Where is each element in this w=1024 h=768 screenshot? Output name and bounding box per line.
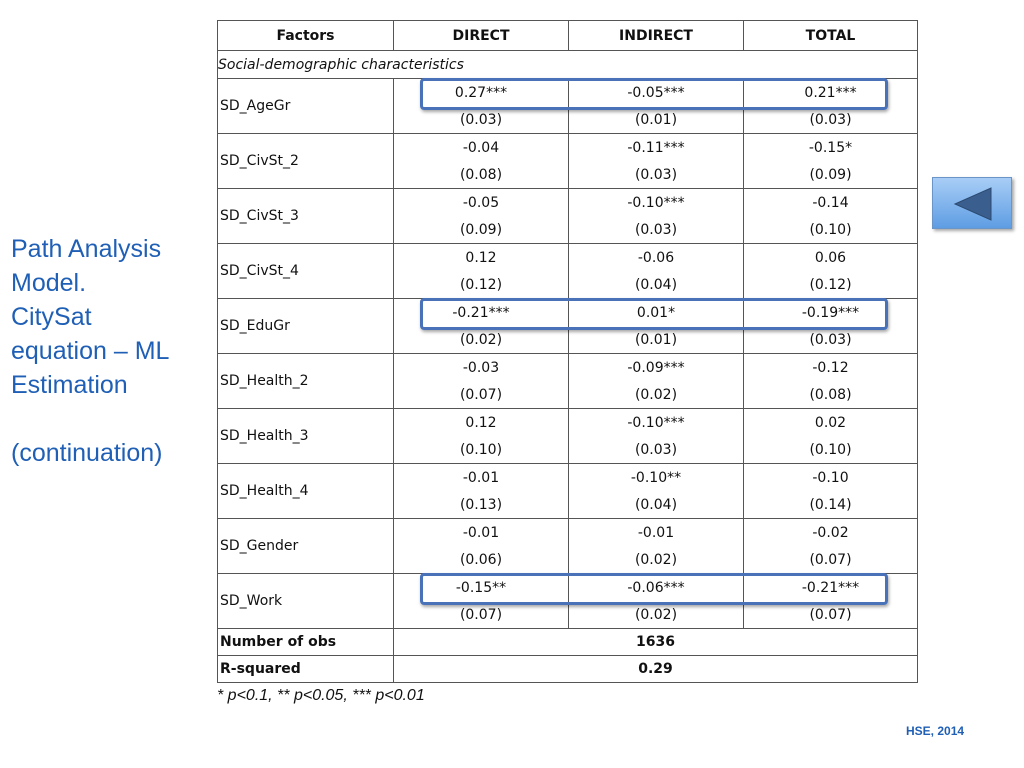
coef-cell: -0.12 [744, 354, 918, 382]
table-row-coef [218, 189, 918, 217]
se-cell: (0.03) [744, 106, 918, 134]
factor-name: SD_Gender [218, 519, 394, 574]
coef-cell: -0.19*** [744, 299, 918, 327]
header-row [218, 21, 918, 51]
coef-cell: 0.27*** [394, 79, 569, 107]
header-indirect: INDIRECT [569, 21, 744, 51]
coef-cell: -0.09*** [569, 354, 744, 382]
coef-cell: -0.11*** [569, 134, 744, 162]
section-row [218, 51, 918, 79]
summary-row [218, 629, 918, 656]
se-cell: (0.03) [394, 106, 569, 134]
se-cell: (0.07) [394, 381, 569, 409]
factor-name: SD_CivSt_4 [218, 244, 394, 299]
table-row-coef [218, 409, 918, 437]
se-cell: (0.02) [569, 546, 744, 574]
coef-cell: -0.06 [569, 244, 744, 272]
se-cell: (0.07) [394, 601, 569, 629]
coef-cell: -0.14 [744, 189, 918, 217]
se-cell: (0.10) [744, 436, 918, 464]
coef-cell: -0.10 [744, 464, 918, 492]
se-cell: (0.07) [744, 546, 918, 574]
se-cell: (0.03) [569, 436, 744, 464]
coef-cell: -0.21*** [744, 574, 918, 602]
se-cell: (0.03) [569, 161, 744, 189]
title-line-5: Estimation [11, 371, 128, 399]
back-arrow-icon [933, 178, 1013, 230]
summary-row [218, 656, 918, 683]
coef-cell: -0.01 [569, 519, 744, 547]
title-line-1: Path Analysis [11, 235, 162, 263]
se-cell: (0.10) [744, 216, 918, 244]
coef-cell: -0.15* [744, 134, 918, 162]
se-cell: (0.10) [394, 436, 569, 464]
se-cell: (0.12) [744, 271, 918, 299]
coef-cell: -0.10*** [569, 189, 744, 217]
table-row-coef [218, 134, 918, 162]
coef-cell: 0.12 [394, 244, 569, 272]
se-cell: (0.03) [744, 326, 918, 354]
factor-name: SD_Health_2 [218, 354, 394, 409]
se-cell: (0.04) [569, 491, 744, 519]
coef-cell: -0.01 [394, 519, 569, 547]
se-cell: (0.09) [744, 161, 918, 189]
coef-cell: -0.04 [394, 134, 569, 162]
highlight-box [420, 78, 888, 110]
coef-cell: 0.12 [394, 409, 569, 437]
slide-subtitle: (continuation) [11, 439, 163, 467]
se-cell: (0.06) [394, 546, 569, 574]
header-total: TOTAL [744, 21, 918, 51]
se-cell: (0.02) [569, 601, 744, 629]
coef-cell: -0.21*** [394, 299, 569, 327]
coef-cell: -0.10** [569, 464, 744, 492]
se-cell: (0.02) [569, 381, 744, 409]
se-cell: (0.12) [394, 271, 569, 299]
se-cell: (0.07) [744, 601, 918, 629]
factor-name: SD_CivSt_3 [218, 189, 394, 244]
coef-cell: -0.15** [394, 574, 569, 602]
section-label: Social-demographic characteristics [218, 51, 918, 79]
title-line-4: equation – ML [11, 337, 170, 365]
se-cell: (0.14) [744, 491, 918, 519]
summary-value: 1636 [394, 629, 918, 656]
header-direct: DIRECT [394, 21, 569, 51]
slide-title [11, 232, 211, 470]
title-spacer [11, 402, 211, 436]
coef-cell: -0.03 [394, 354, 569, 382]
se-cell: (0.04) [569, 271, 744, 299]
coef-cell: 0.06 [744, 244, 918, 272]
se-cell: (0.08) [394, 161, 569, 189]
factor-name: SD_AgeGr [218, 79, 394, 134]
se-cell: (0.09) [394, 216, 569, 244]
table-row-coef [218, 354, 918, 382]
highlight-box [420, 573, 888, 605]
header-factors: Factors [218, 21, 394, 51]
se-cell: (0.08) [744, 381, 918, 409]
table-row-coef [218, 519, 918, 547]
coef-cell: -0.05 [394, 189, 569, 217]
factor-name: SD_Work [218, 574, 394, 629]
coef-cell: 0.21*** [744, 79, 918, 107]
highlight-box [420, 298, 888, 330]
se-cell: (0.02) [394, 326, 569, 354]
factor-name: SD_Health_3 [218, 409, 394, 464]
se-cell: (0.03) [569, 216, 744, 244]
title-line-3: CitySat [11, 303, 92, 331]
factor-name: SD_EduGr [218, 299, 394, 354]
se-cell: (0.13) [394, 491, 569, 519]
footer-credit: HSE, 2014 [906, 724, 965, 738]
factor-name: SD_Health_4 [218, 464, 394, 519]
table-row-coef [218, 244, 918, 272]
se-cell: (0.01) [569, 326, 744, 354]
se-cell: (0.01) [569, 106, 744, 134]
summary-label: Number of obs [218, 629, 394, 656]
coef-cell: -0.05*** [569, 79, 744, 107]
summary-label: R-squared [218, 656, 394, 683]
coef-cell: 0.01* [569, 299, 744, 327]
factor-name: SD_CivSt_2 [218, 134, 394, 189]
table-row-coef [218, 464, 918, 492]
summary-value: 0.29 [394, 656, 918, 683]
title-line-2: Model. [11, 269, 87, 297]
significance-note: * p<0.1, ** p<0.05, *** p<0.01 [217, 687, 425, 704]
coef-cell: -0.10*** [569, 409, 744, 437]
coef-cell: -0.02 [744, 519, 918, 547]
coef-cell: -0.06*** [569, 574, 744, 602]
coef-cell: -0.01 [394, 464, 569, 492]
back-button[interactable] [932, 177, 1012, 229]
coef-cell: 0.02 [744, 409, 918, 437]
